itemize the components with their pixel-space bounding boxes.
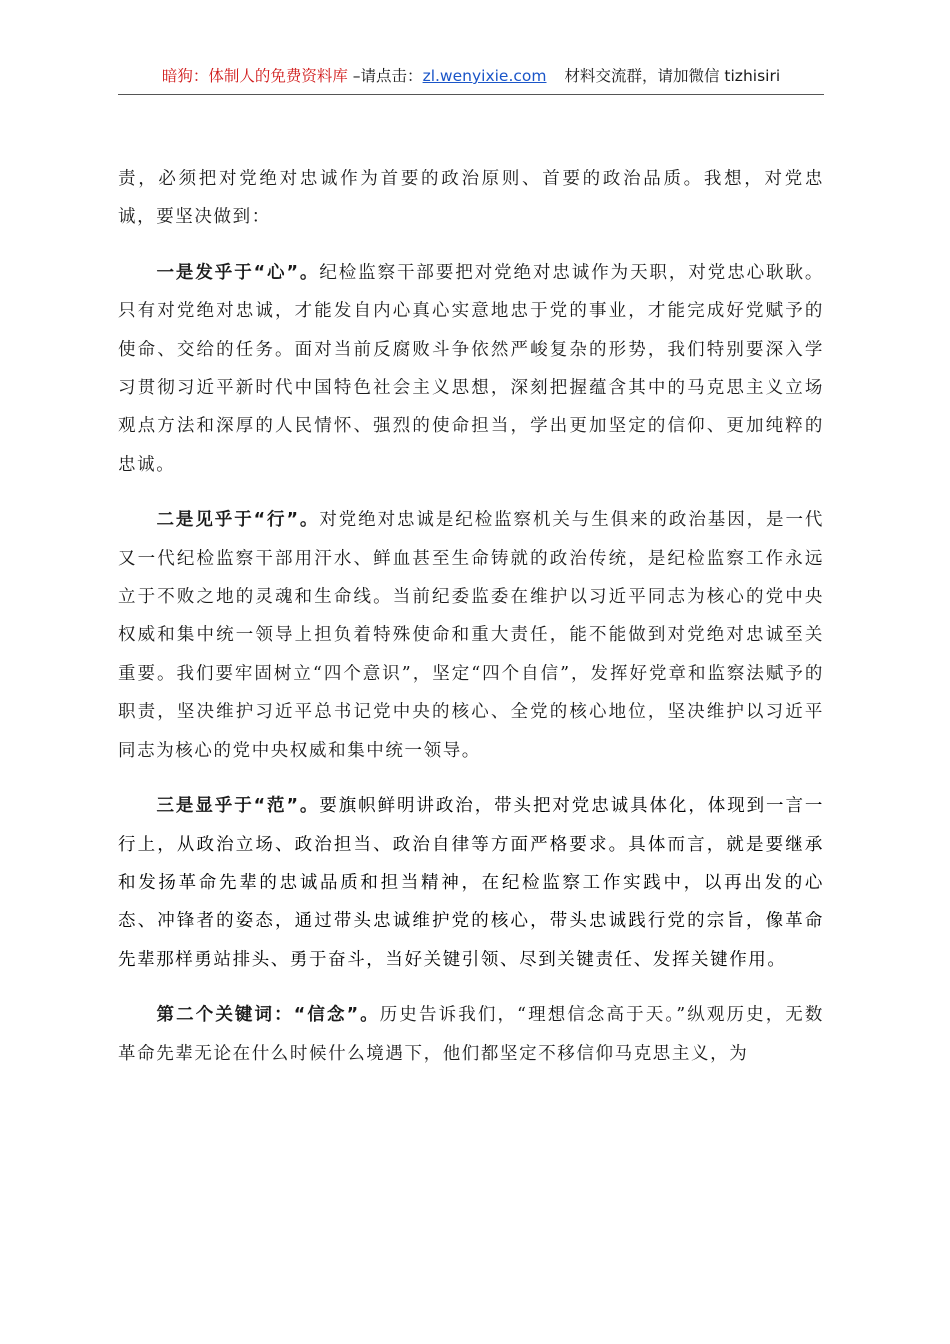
paragraph-lead: 第二个关键词：“信念”。	[156, 1005, 380, 1026]
paragraph-body: 对党绝对忠诚是纪检监察机关与生俱来的政治基因，是一代又一代纪检监察干部用汗水、鲜血甚至生命铸就的政治传统，是纪检监察工作永远立于不败之地的灵魂和生命线。当前纪委监委在维护以习近平同志为核心的党中央权威和集中统一领导上担负着特殊使命和重大责任，能不能做到对党绝对忠诚至关重要。我们要牢固树立“四个意识”，坚定“四个自信”，发挥好党章和监察法赋予的职责，坚决维护习近平总书记党中央的核心、全党的核心地位，坚决维护以习近平同志为核心的党中央权威和集中统一领导。	[118, 510, 824, 761]
paragraph-body: 要旗帜鲜明讲政治，带头把对党忠诚具体化，体现到一言一行上，从政治立场、政治担当、政治自律等方面严格要求。具体而言，就是要继承和发扬革命先辈的忠诚品质和担当精神，在纪检监察工作实践中，以再出发的心态、冲锋者的姿态，通过带头忠诚维护党的核心，带头忠诚践行党的宗旨，像革命先辈那样勇站排头、勇于奋斗，当好关键引领、尽到关键责任、发挥关键作用。	[118, 796, 824, 970]
paragraph-point-3	[118, 787, 824, 979]
paragraph-lead: 二是见乎于“行”。	[156, 510, 320, 531]
paragraph-lead: 三是显乎于“范”。	[156, 796, 320, 817]
paragraph-keyword-2	[118, 996, 824, 1073]
header-cta: –请点击：	[347, 67, 423, 85]
header-link[interactable]: zl.wenyixie.com	[422, 67, 547, 85]
paragraph-intro	[118, 160, 824, 237]
page-header	[118, 62, 824, 95]
paragraph-body: 纪检监察干部要把对党绝对忠诚作为天职，对党忠心耿耿。只有对党绝对忠诚，才能发自内心真心实意地忠于党的事业，才能完成好党赋予的使命、交给的任务。面对当前反腐败斗争依然严峻复杂的形势，我们特别要深入学习贯彻习近平新时代中国特色社会主义思想，深刻把握蕴含其中的马克思主义立场观点方法和深厚的人民情怀、强烈的使命担当，学出更加坚定的信仰、更加纯粹的忠诚。	[118, 262, 824, 475]
header-group-info: 材料交流群，请加微信 tizhisiri	[564, 67, 781, 85]
paragraph-body: 责，必须把对党绝对忠诚作为首要的政治原则、首要的政治品质。我想，对党忠诚，要坚决做到：	[118, 169, 824, 228]
paragraph-body: 历史告诉我们，“理想信念高于天。”纵观历史，无数革命先辈无论在什么时候什么境遇下，他们都坚定不移信仰马克思主义，为	[118, 1005, 825, 1064]
header-brand: 暗狗：体制人的免费资料库	[161, 67, 348, 85]
document-body	[118, 160, 824, 1073]
paragraph-point-1	[118, 254, 824, 484]
paragraph-point-2	[118, 501, 824, 770]
paragraph-lead: 一是发乎于“心”。	[156, 262, 320, 283]
